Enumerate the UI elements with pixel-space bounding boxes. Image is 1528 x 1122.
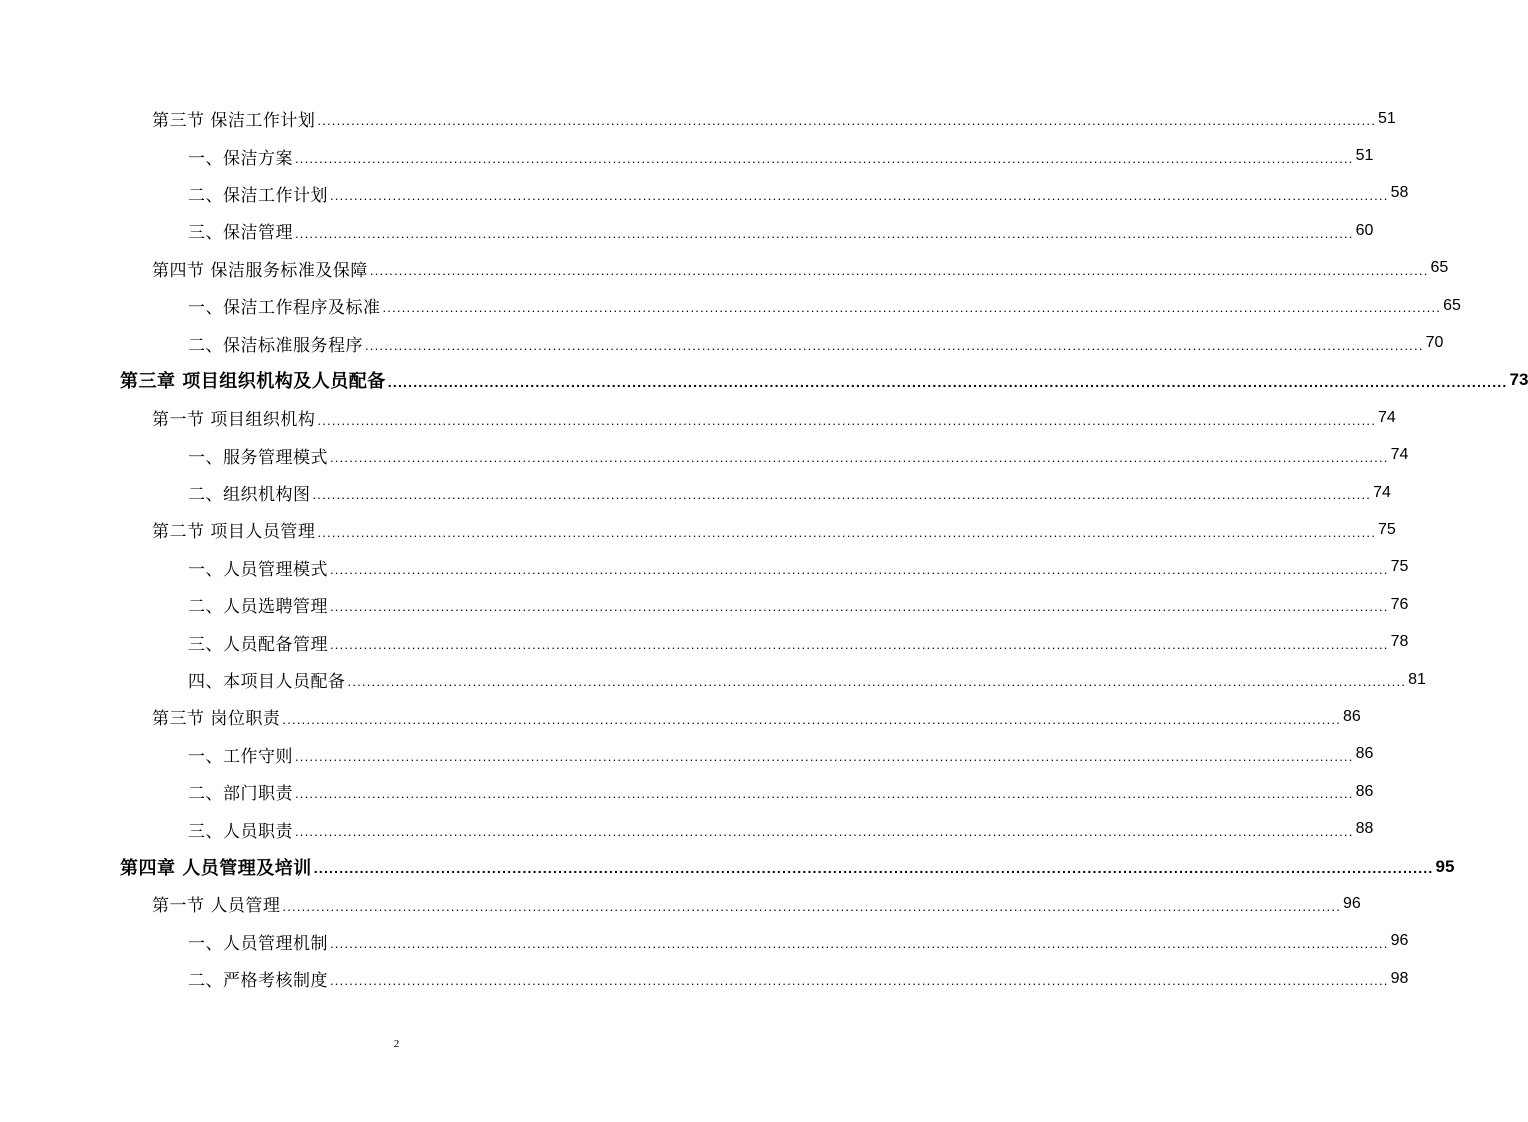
toc-entry-item[interactable] (0, 175, 1409, 212)
toc-entry-item[interactable] (0, 437, 1409, 474)
toc-entry-page-number: 78 (1390, 633, 1409, 651)
toc-entry-page-number: 60 (1355, 221, 1374, 239)
toc-entry-page-number: 74 (1373, 483, 1391, 501)
toc-entry-title: 三、人员职责 (188, 821, 293, 842)
toc-entry-title: 一、人员管理机制 (188, 933, 328, 954)
dot-leader: ............................................................................................................................................................................................................................ (295, 749, 1354, 765)
toc-entry-page-number: 73 (1509, 370, 1528, 390)
toc-entry-page-number: 96 (1390, 932, 1409, 950)
dot-leader: ............................................................................................................................................................................................................................ (295, 823, 1354, 839)
toc-entry-title: 二、组织机构图 (188, 485, 311, 506)
toc-entry-item[interactable] (0, 623, 1409, 660)
toc-entry-title: 第二节 项目人员管理 (152, 522, 316, 543)
toc-entry-item[interactable] (0, 474, 1391, 511)
toc-entry-item[interactable] (0, 773, 1374, 810)
toc-entry-section[interactable] (0, 511, 1396, 548)
toc-entry-page-number: 51 (1378, 109, 1396, 127)
dot-leader: ............................................................................................................................................................................................................................ (312, 487, 1372, 503)
dot-leader: ............................................................................................................................................................................................................................ (387, 374, 1508, 391)
toc-entry-page-number: 75 (1378, 520, 1396, 538)
dot-leader: ............................................................................................................................................................................................................................ (295, 225, 1354, 241)
dot-leader: ............................................................................................................................................................................................................................ (347, 674, 1407, 690)
toc-entry-item[interactable] (0, 810, 1374, 847)
toc-entry-title: 一、工作守则 (188, 746, 293, 767)
dot-leader: ............................................................................................................................................................................................................................ (365, 337, 1424, 353)
toc-entry-item[interactable] (0, 736, 1374, 773)
toc-entry-page-number: 98 (1390, 969, 1409, 987)
toc-entry-chapter[interactable] (0, 848, 1455, 885)
toc-entry-item[interactable] (0, 137, 1374, 174)
toc-entry-section[interactable] (0, 100, 1396, 137)
dot-leader: ............................................................................................................................................................................................................................ (313, 860, 1434, 877)
dot-leader: ............................................................................................................................................................................................................................ (295, 786, 1354, 802)
toc-entry-title: 二、人员选聘管理 (188, 597, 328, 618)
toc-entry-section[interactable] (0, 698, 1361, 735)
toc-entry-title: 一、人员管理模式 (188, 559, 328, 580)
toc-entry-page-number: 65 (1430, 259, 1449, 277)
toc-entry-title: 三、保洁管理 (188, 223, 293, 244)
toc-entry-title: 四、本项目人员配备 (188, 672, 346, 693)
dot-leader: ............................................................................................................................................................................................................................ (317, 524, 1377, 540)
dot-leader: ............................................................................................................................................................................................................................ (330, 599, 1389, 615)
toc-entry-page-number: 88 (1355, 820, 1374, 838)
dot-leader: ............................................................................................................................................................................................................................ (330, 188, 1389, 204)
toc-entry-page-number: 74 (1378, 408, 1396, 426)
toc-entry-item[interactable] (0, 287, 1461, 324)
toc-entry-page-number: 86 (1355, 782, 1374, 800)
dot-leader: ............................................................................................................................................................................................................................ (282, 898, 1342, 914)
dot-leader: ............................................................................................................................................................................................................................ (330, 935, 1389, 951)
toc-entry-page-number: 74 (1390, 446, 1409, 464)
dot-leader: ............................................................................................................................................................................................................................ (330, 562, 1389, 578)
toc-entry-page-number: 51 (1355, 147, 1374, 165)
dot-leader: ............................................................................................................................................................................................................................ (330, 449, 1389, 465)
toc-entry-page-number: 76 (1390, 595, 1409, 613)
toc-entry-section[interactable] (0, 250, 1449, 287)
toc-entry-title: 二、保洁工作计划 (188, 185, 328, 206)
toc-entry-item[interactable] (0, 923, 1409, 960)
dot-leader: ............................................................................................................................................................................................................................ (382, 300, 1442, 316)
toc-entry-page-number: 95 (1435, 856, 1455, 876)
toc-entry-title: 第一节 项目组织机构 (152, 410, 316, 431)
toc-entry-item[interactable] (0, 324, 1444, 361)
toc-entry-title: 第四节 保洁服务标准及保障 (152, 260, 368, 281)
toc-entry-title: 一、保洁工作程序及标准 (188, 298, 381, 319)
toc-entry-title: 一、保洁方案 (188, 148, 293, 169)
table-of-contents (0, 100, 1528, 997)
toc-entry-title: 三、人员配备管理 (188, 634, 328, 655)
dot-leader: ............................................................................................................................................................................................................................ (295, 150, 1354, 166)
dot-leader: ............................................................................................................................................................................................................................ (330, 973, 1389, 989)
toc-entry-section[interactable] (0, 885, 1361, 922)
toc-entry-title: 第三节 保洁工作计划 (152, 111, 316, 132)
toc-entry-page-number: 58 (1390, 184, 1409, 202)
toc-entry-item[interactable] (0, 586, 1409, 623)
page-number: 2 (393, 1038, 400, 1050)
toc-entry-title: 二、保洁标准服务程序 (188, 335, 363, 356)
toc-entry-page-number: 75 (1390, 558, 1409, 576)
toc-entry-title: 第三节 岗位职责 (152, 709, 281, 730)
dot-leader: ............................................................................................................................................................................................................................ (317, 113, 1377, 129)
toc-entry-title: 二、严格考核制度 (188, 971, 328, 992)
toc-entry-page-number: 65 (1443, 296, 1461, 314)
toc-entry-title: 第一节 人员管理 (152, 896, 281, 917)
toc-entry-item[interactable] (0, 960, 1409, 997)
toc-entry-item[interactable] (0, 549, 1409, 586)
toc-entry-page-number: 70 (1425, 334, 1444, 352)
toc-entry-title: 第四章 人员管理及培训 (120, 857, 312, 879)
toc-entry-title: 一、服务管理模式 (188, 447, 328, 468)
toc-entry-page-number: 81 (1408, 670, 1426, 688)
toc-entry-page-number: 86 (1343, 707, 1361, 725)
toc-entry-page-number: 96 (1343, 894, 1361, 912)
dot-leader: ............................................................................................................................................................................................................................ (317, 412, 1377, 428)
dot-leader: ............................................................................................................................................................................................................................ (369, 262, 1429, 278)
dot-leader: ............................................................................................................................................................................................................................ (330, 636, 1389, 652)
dot-leader: ............................................................................................................................................................................................................................ (282, 711, 1342, 727)
toc-entry-item[interactable] (0, 661, 1426, 698)
toc-entry-chapter[interactable] (0, 362, 1528, 399)
toc-entry-title: 二、部门职责 (188, 784, 293, 805)
toc-entry-item[interactable] (0, 212, 1374, 249)
toc-entry-page-number: 86 (1355, 745, 1374, 763)
toc-entry-section[interactable] (0, 399, 1396, 436)
toc-entry-title: 第三章 项目组织机构及人员配备 (120, 371, 386, 393)
